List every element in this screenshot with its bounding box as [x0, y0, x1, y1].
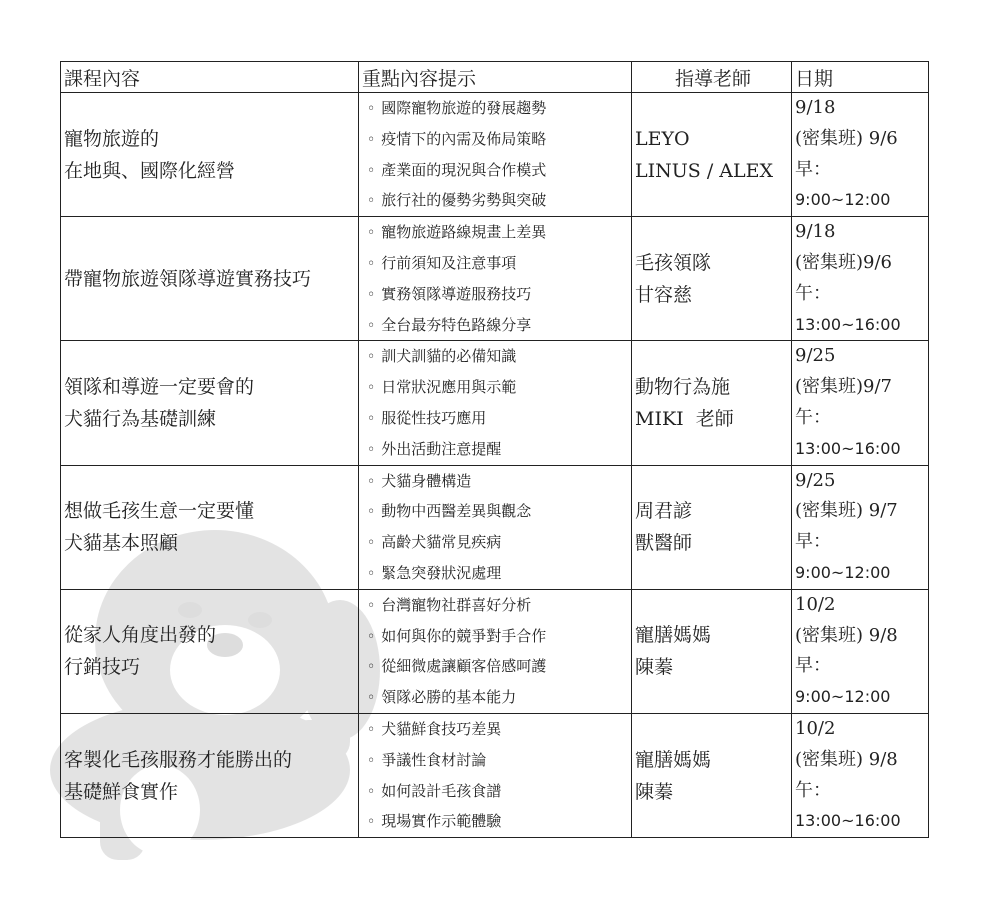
teacher-line: LINUS / ALEX: [635, 159, 773, 182]
course-cell: [61, 341, 359, 465]
point-item: ◦ 旅行社的優勢劣勢與突破: [367, 185, 631, 216]
date-line: 午：: [795, 406, 831, 428]
teacher-line: 周君諺: [635, 500, 693, 523]
teacher-line: 陳蓁: [635, 656, 674, 679]
course-cell: [61, 465, 359, 589]
course-cell: [61, 217, 359, 341]
table-row: [61, 217, 929, 341]
date-line: (密集班) 9/6: [795, 127, 898, 149]
course-line: 想做毛孩生意一定要懂: [64, 500, 255, 523]
point-item: ◦ 爭議性食材討論: [367, 745, 631, 776]
teacher-line: LEYO: [635, 127, 690, 150]
time-line: 13:00~16:00: [795, 438, 901, 458]
point-item: ◦ 全台最夯特色路線分享: [367, 310, 631, 341]
date-line: 早：: [795, 158, 831, 180]
table-row: [61, 93, 929, 217]
date-line: 早：: [795, 655, 831, 677]
points-cell: [359, 341, 632, 465]
course-line: 帶寵物旅遊領隊導遊實務技巧: [64, 267, 312, 290]
date-line: 9/25: [795, 345, 836, 367]
date-line: 9/18: [795, 221, 836, 243]
point-item: ◦ 高齡犬貓常見疾病: [367, 527, 631, 558]
course-cell: [61, 589, 359, 713]
point-item: ◦ 實務領隊導遊服務技巧: [367, 279, 631, 310]
time-line: 13:00~16:00: [795, 314, 901, 334]
table-row: [61, 713, 929, 837]
point-item: ◦ 日常狀況應用與示範: [367, 372, 631, 403]
date-cell: [792, 465, 929, 589]
teacher-line: MIKI 老師: [635, 407, 734, 430]
point-item: ◦ 從細微處讓顧客倍感呵護: [367, 651, 631, 682]
header-points: 重點內容提示: [359, 62, 632, 93]
teacher-cell: [632, 589, 792, 713]
time-line: 9:00~12:00: [795, 190, 891, 210]
date-line: (密集班) 9/7: [795, 500, 898, 522]
date-cell: [792, 713, 929, 837]
point-item: ◦ 台灣寵物社群喜好分析: [367, 590, 631, 621]
course-cell: [61, 713, 359, 837]
table-header-row: [61, 62, 929, 93]
date-line: 9/18: [795, 97, 836, 118]
date-line: 早：: [795, 531, 831, 553]
date-cell: [792, 217, 929, 341]
date-line: 午：: [795, 282, 831, 304]
course-line: 領隊和導遊一定要會的: [64, 375, 255, 398]
teacher-line: 陳蓁: [635, 780, 674, 803]
date-line: 午：: [795, 779, 831, 801]
course-line: 犬貓行為基礎訓練: [64, 407, 217, 430]
course-line: 客製化毛孩服務才能勝出的: [64, 748, 293, 771]
teacher-line: 寵膳媽媽: [635, 624, 712, 647]
point-item: ◦ 犬貓身體構造: [367, 466, 631, 497]
teacher-cell: [632, 217, 792, 341]
course-line: 寵物旅遊的: [64, 127, 160, 150]
teacher-cell: [632, 341, 792, 465]
point-item: ◦ 國際寵物旅遊的發展趨勢: [367, 93, 631, 124]
teacher-line: 寵膳媽媽: [635, 748, 712, 771]
course-schedule-table: [60, 61, 929, 838]
point-item: ◦ 寵物旅遊路線規畫上差異: [367, 217, 631, 248]
time-line: 9:00~12:00: [795, 687, 891, 707]
point-item: ◦ 疫情下的內需及佈局策略: [367, 124, 631, 155]
course-line: 基礎鮮食實作: [64, 780, 179, 803]
date-cell: [792, 589, 929, 713]
header-course: 課程內容: [61, 62, 359, 93]
point-item: ◦ 行前須知及注意事項: [367, 248, 631, 279]
points-cell: [359, 217, 632, 341]
course-line: 行銷技巧: [64, 656, 141, 679]
date-line: 9/25: [795, 469, 836, 491]
course-line: 從家人角度出發的: [64, 624, 217, 647]
point-item: ◦ 產業面的現況與合作模式: [367, 155, 631, 186]
course-line: 在地與、國際化經營: [64, 159, 236, 182]
point-item: ◦ 緊急突發狀況處理: [367, 558, 631, 589]
date-line: (密集班)9/7: [795, 376, 893, 398]
date-cell: [792, 93, 929, 217]
teacher-cell: [632, 93, 792, 217]
date-line: 10/2: [795, 593, 836, 615]
course-cell: [61, 93, 359, 217]
date-line: (密集班) 9/8: [795, 748, 898, 770]
date-line: (密集班)9/6: [795, 251, 893, 273]
point-item: ◦ 犬貓鮮食技巧差異: [367, 714, 631, 745]
teacher-line: 獸醫師: [635, 532, 693, 555]
points-cell: [359, 713, 632, 837]
point-item: ◦ 領隊必勝的基本能力: [367, 682, 631, 713]
points-cell: [359, 465, 632, 589]
time-line: 9:00~12:00: [795, 562, 891, 582]
point-item: ◦ 現場實作示範體驗: [367, 806, 631, 837]
teacher-cell: [632, 713, 792, 837]
table-row: [61, 589, 929, 713]
point-item: ◦ 服從性技巧應用: [367, 403, 631, 434]
time-line: 13:00~16:00: [795, 811, 901, 831]
teacher-line: 甘容慈: [635, 283, 693, 306]
date-line: 10/2: [795, 717, 836, 739]
table-row: [61, 465, 929, 589]
point-item: ◦ 外出活動注意提醒: [367, 434, 631, 465]
teacher-line: 毛孩領隊: [635, 251, 712, 274]
point-item: ◦ 如何與你的競爭對手合作: [367, 621, 631, 652]
points-cell: [359, 589, 632, 713]
header-date: 日期: [792, 62, 929, 93]
point-item: ◦ 如何設計毛孩食譜: [367, 776, 631, 807]
point-item: ◦ 訓犬訓貓的必備知識: [367, 341, 631, 372]
points-cell: [359, 93, 632, 217]
table-row: [61, 341, 929, 465]
teacher-line: 動物行為施: [635, 375, 731, 398]
teacher-cell: [632, 465, 792, 589]
point-item: ◦ 動物中西醫差異與觀念: [367, 496, 631, 527]
course-line: 犬貓基本照顧: [64, 532, 179, 555]
date-cell: [792, 341, 929, 465]
date-line: (密集班) 9/8: [795, 624, 898, 646]
header-teacher: 指導老師: [632, 62, 792, 93]
